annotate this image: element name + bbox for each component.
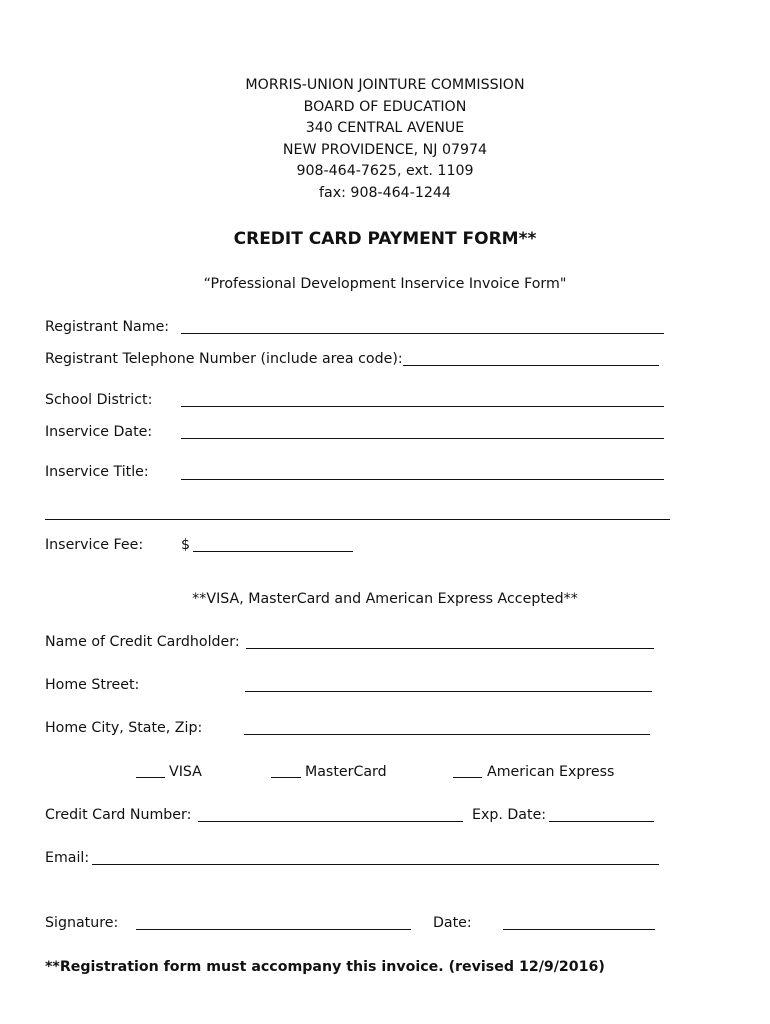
home-city-label: Home City, State, Zip:	[45, 720, 203, 736]
form-subtitle: “Professional Development Inservice Invoice Form"	[203, 276, 567, 292]
signature-label: Signature:	[45, 915, 119, 931]
registrant-name-field[interactable]	[181, 333, 664, 334]
accepted-cards-note: **VISA, MasterCard and American Express Accepted**	[192, 591, 578, 607]
registrant-phone-field[interactable]	[403, 365, 659, 366]
email-field[interactable]	[92, 864, 659, 865]
cardholder-name-field[interactable]	[246, 648, 654, 649]
inservice-fee-field[interactable]	[193, 551, 353, 552]
street-address: 340 CENTRAL AVENUE	[305, 120, 465, 136]
registrant-phone-label: Registrant Telephone Number (include area code):	[45, 351, 403, 367]
registrant-name-label: Registrant Name:	[45, 319, 170, 335]
exp-date-label: Exp. Date:	[472, 807, 547, 823]
footer-note: **Registration form must accompany this invoice. (revised 12/9/2016)	[45, 959, 605, 975]
visa-option-label: VISA	[169, 764, 202, 780]
mastercard-option-label: MasterCard	[305, 764, 387, 780]
home-city-field[interactable]	[244, 734, 650, 735]
inservice-date-field[interactable]	[181, 438, 664, 439]
phone-number: 908-464-7625, ext. 1109	[296, 163, 474, 179]
currency-symbol: $	[181, 537, 191, 553]
home-street-field[interactable]	[245, 691, 652, 692]
visa-checkbox-line[interactable]	[136, 777, 165, 778]
inservice-date-label: Inservice Date:	[45, 424, 153, 440]
board-name: BOARD OF EDUCATION	[303, 99, 467, 115]
card-number-label: Credit Card Number:	[45, 807, 192, 823]
amex-checkbox-line[interactable]	[453, 777, 482, 778]
home-street-label: Home Street:	[45, 677, 140, 693]
city-address: NEW PROVIDENCE, NJ 07974	[282, 142, 488, 158]
form-title: CREDIT CARD PAYMENT FORM**	[233, 229, 537, 249]
email-label: Email:	[45, 850, 90, 866]
signature-field[interactable]	[136, 929, 411, 930]
date-label: Date:	[433, 915, 472, 931]
inservice-title-continuation-field[interactable]	[45, 519, 670, 520]
school-district-field[interactable]	[181, 406, 664, 407]
mastercard-checkbox-line[interactable]	[271, 777, 301, 778]
inservice-fee-label: Inservice Fee:	[45, 537, 144, 553]
fax-number: fax: 908-464-1244	[319, 185, 451, 201]
amex-option-label: American Express	[487, 764, 615, 780]
org-name: MORRIS-UNION JOINTURE COMMISSION	[245, 77, 525, 93]
exp-date-field[interactable]	[549, 821, 654, 822]
inservice-title-label: Inservice Title:	[45, 464, 149, 480]
school-district-label: School District:	[45, 392, 153, 408]
date-field[interactable]	[503, 929, 655, 930]
cardholder-name-label: Name of Credit Cardholder:	[45, 634, 240, 650]
inservice-title-field[interactable]	[181, 479, 664, 480]
card-number-field[interactable]	[198, 821, 463, 822]
